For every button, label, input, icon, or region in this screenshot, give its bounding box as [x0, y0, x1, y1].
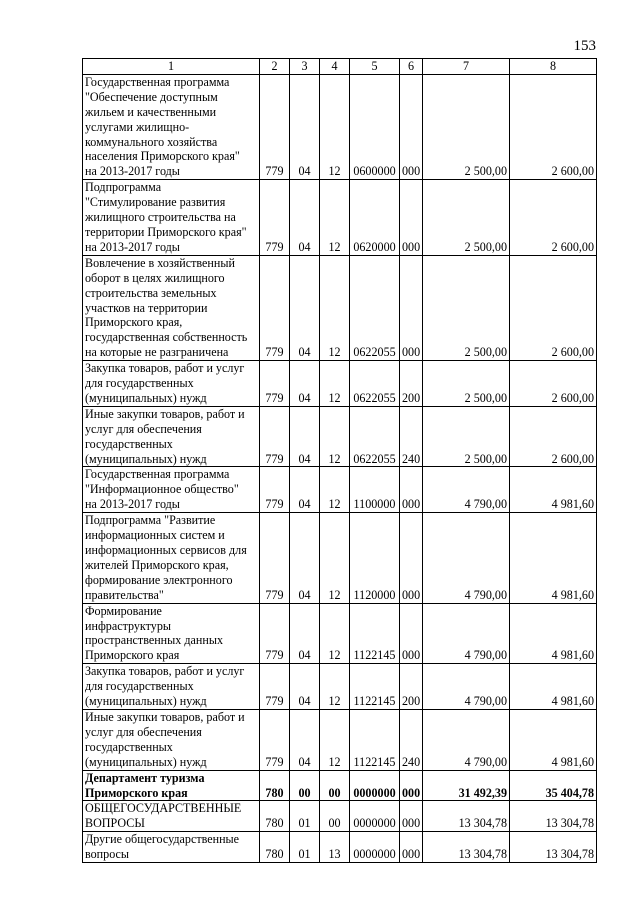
item-name-line: государственных: [85, 739, 173, 754]
table-row: [83, 603, 597, 664]
item-name-line: (муниципальных) нужд: [85, 451, 207, 466]
cell-subsection: 12: [320, 255, 350, 360]
table-row: [83, 255, 597, 360]
cell-target-article: 0622055: [350, 255, 400, 360]
cell-amount-year-1: 13 304,78: [423, 801, 510, 832]
cell-amount-year-2: 4 981,60: [510, 467, 597, 513]
item-name-line: на 2013-2017 годы: [85, 164, 180, 179]
cell-section: 04: [290, 664, 320, 710]
cell-amount-year-1: 31 492,39: [423, 770, 510, 801]
table-row: [83, 770, 597, 801]
cell-amount-year-1: 4 790,00: [423, 603, 510, 664]
cell-amount-year-1: 2 500,00: [423, 74, 510, 179]
cell-amount-year-2: 2 600,00: [510, 406, 597, 467]
cell-expense-type: 240: [400, 406, 423, 467]
item-name-line: формирование электронного: [85, 572, 233, 587]
item-name-line: на которые не разграничена: [85, 345, 229, 360]
cell-expense-type: 000: [400, 770, 423, 801]
cell-subsection: 13: [320, 832, 350, 863]
item-name-line: инфраструктуры: [85, 618, 171, 633]
item-name-line: Подпрограмма: [85, 180, 162, 195]
cell-amount-year-2: 2 600,00: [510, 74, 597, 179]
cell-section: 04: [290, 406, 320, 467]
item-name-line: Вовлечение в хозяйственный: [85, 255, 235, 270]
cell-amount-year-2: 4 981,60: [510, 513, 597, 603]
item-name-line: (муниципальных) нужд: [85, 754, 207, 769]
item-name-line: Государственная программа: [85, 467, 230, 482]
cell-ministry-code: 779: [260, 513, 290, 603]
item-name-line: Иные закупки товаров, работ и: [85, 406, 245, 421]
table-row: [83, 664, 597, 710]
cell-section: 00: [290, 770, 320, 801]
cell-target-article: 0622055: [350, 406, 400, 467]
cell-ministry-code: 779: [260, 664, 290, 710]
cell-subsection: 12: [320, 74, 350, 179]
cell-section: 04: [290, 74, 320, 179]
cell-subsection: 12: [320, 664, 350, 710]
cell-subsection: 12: [320, 709, 350, 770]
item-name-line: участков на территории: [85, 300, 208, 315]
item-name-line: жильем и качественными: [85, 104, 217, 119]
item-name-line: оборот в целях жилищного: [85, 270, 225, 285]
cell-subsection: 00: [320, 770, 350, 801]
item-name-line: Приморского края: [85, 648, 180, 663]
item-name-line: Департамент туризма: [85, 770, 205, 785]
cell-ministry-code: 780: [260, 832, 290, 863]
item-name-line: "Информационное общество": [85, 482, 239, 497]
item-name-line: Государственная программа: [85, 74, 230, 89]
cell-amount-year-1: 4 790,00: [423, 664, 510, 710]
cell-ministry-code: 780: [260, 770, 290, 801]
cell-amount-year-1: 13 304,78: [423, 832, 510, 863]
cell-item-name: [83, 74, 260, 179]
cell-amount-year-1: 2 500,00: [423, 255, 510, 360]
item-name-line: услуг для обеспечения: [85, 421, 202, 436]
cell-section: 01: [290, 832, 320, 863]
item-name-line: Иные закупки товаров, работ и: [85, 709, 245, 724]
cell-expense-type: 000: [400, 467, 423, 513]
item-name-line: для государственных: [85, 679, 194, 694]
column-header: 3: [290, 59, 320, 75]
table-row: [83, 513, 597, 603]
column-header: 2: [260, 59, 290, 75]
cell-amount-year-1: 2 500,00: [423, 361, 510, 407]
cell-target-article: 0620000: [350, 180, 400, 256]
item-name-line: правительства": [85, 587, 164, 602]
item-name-line: Закупка товаров, работ и услуг: [85, 361, 245, 376]
cell-amount-year-2: 4 981,60: [510, 709, 597, 770]
table-row: [83, 180, 597, 256]
cell-amount-year-2: 13 304,78: [510, 801, 597, 832]
item-name-line: государственная собственность: [85, 330, 248, 345]
item-name-line: жителей Приморского края,: [85, 557, 229, 572]
table-row: [83, 832, 597, 863]
cell-item-name: [83, 180, 260, 256]
table-row: [83, 467, 597, 513]
cell-ministry-code: 779: [260, 709, 290, 770]
cell-subsection: 12: [320, 361, 350, 407]
item-name-line: вопросы: [85, 847, 130, 862]
cell-expense-type: 000: [400, 74, 423, 179]
cell-target-article: 0000000: [350, 801, 400, 832]
item-name-line: Закупка товаров, работ и услуг: [85, 664, 245, 679]
cell-section: 01: [290, 801, 320, 832]
item-name-line: услуг для обеспечения: [85, 724, 202, 739]
cell-target-article: 0000000: [350, 770, 400, 801]
item-name-line: информационных систем и: [85, 528, 225, 543]
cell-ministry-code: 779: [260, 406, 290, 467]
cell-subsection: 00: [320, 801, 350, 832]
column-header: 7: [423, 59, 510, 75]
item-name-line: коммунального хозяйства: [85, 134, 218, 149]
cell-item-name: [83, 801, 260, 832]
cell-section: 04: [290, 255, 320, 360]
cell-expense-type: 000: [400, 180, 423, 256]
cell-section: 04: [290, 467, 320, 513]
cell-amount-year-1: 2 500,00: [423, 180, 510, 256]
column-header: 8: [510, 59, 597, 75]
cell-amount-year-1: 4 790,00: [423, 513, 510, 603]
cell-amount-year-2: 13 304,78: [510, 832, 597, 863]
cell-amount-year-2: 4 981,60: [510, 603, 597, 664]
cell-item-name: [83, 513, 260, 603]
cell-amount-year-1: 4 790,00: [423, 709, 510, 770]
cell-ministry-code: 779: [260, 74, 290, 179]
item-name-line: территории Приморского края": [85, 224, 247, 239]
table-row: [83, 361, 597, 407]
table-row: [83, 709, 597, 770]
column-header: 4: [320, 59, 350, 75]
item-name-line: (муниципальных) нужд: [85, 390, 207, 405]
cell-ministry-code: 779: [260, 467, 290, 513]
item-name-line: ОБЩЕГОСУДАРСТВЕННЫЕ: [85, 801, 242, 816]
cell-expense-type: 240: [400, 709, 423, 770]
item-name-line: ВОПРОСЫ: [85, 816, 145, 831]
cell-expense-type: 000: [400, 832, 423, 863]
cell-item-name: [83, 770, 260, 801]
item-name-line: (муниципальных) нужд: [85, 694, 207, 709]
cell-expense-type: 200: [400, 361, 423, 407]
cell-amount-year-2: 2 600,00: [510, 255, 597, 360]
cell-item-name: [83, 709, 260, 770]
cell-amount-year-2: 4 981,60: [510, 664, 597, 710]
item-name-line: государственных: [85, 436, 173, 451]
cell-item-name: [83, 255, 260, 360]
cell-subsection: 12: [320, 467, 350, 513]
cell-section: 04: [290, 361, 320, 407]
cell-item-name: [83, 467, 260, 513]
cell-target-article: 1122145: [350, 709, 400, 770]
cell-section: 04: [290, 180, 320, 256]
cell-expense-type: 000: [400, 513, 423, 603]
table-row: [83, 406, 597, 467]
cell-amount-year-1: 4 790,00: [423, 467, 510, 513]
item-name-line: информационных сервисов для: [85, 543, 247, 557]
page-number: 153: [573, 38, 596, 54]
cell-amount-year-2: 2 600,00: [510, 180, 597, 256]
cell-ministry-code: 780: [260, 801, 290, 832]
cell-amount-year-1: 2 500,00: [423, 406, 510, 467]
item-name-line: на 2013-2017 годы: [85, 239, 180, 254]
cell-ministry-code: 779: [260, 603, 290, 664]
cell-ministry-code: 779: [260, 255, 290, 360]
cell-target-article: 0600000: [350, 74, 400, 179]
cell-item-name: [83, 361, 260, 407]
cell-item-name: [83, 832, 260, 863]
cell-item-name: [83, 664, 260, 710]
item-name-line: Подпрограмма "Развитие: [85, 513, 216, 528]
cell-ministry-code: 779: [260, 361, 290, 407]
cell-expense-type: 000: [400, 603, 423, 664]
item-name-line: услугами жилищно-: [85, 119, 190, 134]
item-name-line: Приморского края: [85, 785, 188, 800]
item-name-line: Формирование: [85, 603, 162, 618]
cell-subsection: 12: [320, 603, 350, 664]
item-name-line: Приморского края,: [85, 315, 183, 330]
cell-subsection: 12: [320, 513, 350, 603]
table-row: [83, 801, 597, 832]
item-name-line: населения Приморского края": [85, 149, 240, 164]
item-name-line: "Стимулирование развития: [85, 195, 226, 210]
cell-section: 04: [290, 513, 320, 603]
cell-amount-year-2: 2 600,00: [510, 361, 597, 407]
column-header: 6: [400, 59, 423, 75]
cell-section: 04: [290, 603, 320, 664]
cell-expense-type: 200: [400, 664, 423, 710]
item-name-line: Другие общегосударственные: [85, 832, 240, 847]
cell-subsection: 12: [320, 406, 350, 467]
cell-target-article: 0000000: [350, 832, 400, 863]
item-name-line: строительства земельных: [85, 285, 217, 300]
item-name-line: жилищного строительства на: [85, 210, 236, 225]
budget-table: [82, 58, 597, 863]
cell-expense-type: 000: [400, 801, 423, 832]
table-header-row: [83, 59, 597, 75]
column-header: 1: [83, 59, 260, 75]
cell-ministry-code: 779: [260, 180, 290, 256]
cell-target-article: 1122145: [350, 603, 400, 664]
cell-target-article: 1122145: [350, 664, 400, 710]
cell-target-article: 1120000: [350, 513, 400, 603]
item-name-line: для государственных: [85, 376, 194, 391]
cell-item-name: [83, 603, 260, 664]
item-name-line: пространственных данных: [85, 633, 223, 648]
cell-target-article: 1100000: [350, 467, 400, 513]
item-name-line: "Обеспечение доступным: [85, 89, 218, 104]
cell-amount-year-2: 35 404,78: [510, 770, 597, 801]
table-row: [83, 74, 597, 179]
cell-target-article: 0622055: [350, 361, 400, 407]
item-name-line: на 2013-2017 годы: [85, 497, 180, 512]
column-header: 5: [350, 59, 400, 75]
cell-subsection: 12: [320, 180, 350, 256]
cell-item-name: [83, 406, 260, 467]
cell-expense-type: 000: [400, 255, 423, 360]
cell-section: 04: [290, 709, 320, 770]
